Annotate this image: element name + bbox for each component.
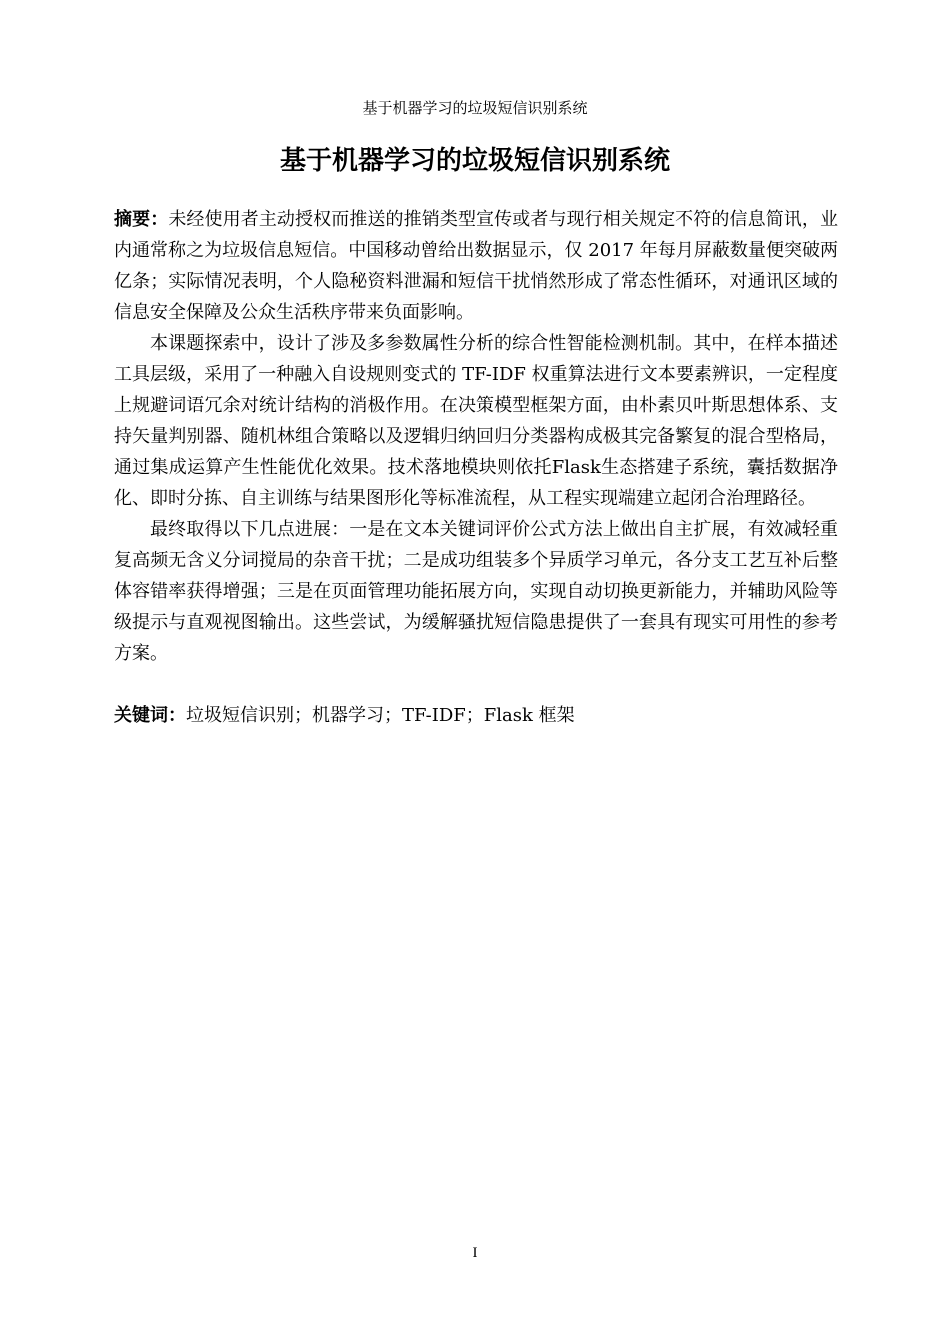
keywords-label: 关键词： (114, 705, 186, 726)
document-title: 基于机器学习的垃圾短信识别系统 (279, 146, 670, 176)
abstract-paragraph-1-text: 未经使用者主动授权而推送的推销类型宣传或者与现行相关规定不符的信息简讯，业内通常称之为垃圾信息短信。中国移动曾给出数据显示，仅 2017 年每月屏蔽数量便突破两亿条；实际情况表明，个人隐秘资料泄漏和短信干扰悄然形成了常态性循环，对通讯区域的信息安全保障及公众生活秩序带来负面影响。 (114, 209, 839, 323)
abstract-section (114, 204, 838, 731)
page-number: I (472, 1245, 478, 1261)
abstract-paragraph-3: 最终取得以下几点进展：一是在文本关键词评价公式方法上做出自主扩展，有效减轻重复高频无含义分词搅局的杂音干扰；二是成功组装多个异质学习单元，各分支工艺互补后整体容错率获得增强；三是在页面管理功能拓展方向，实现自动切换更新能力，并辅助风险等级提示与直观视图输出。这些尝试，为缓解骚扰短信隐患提供了一套具有现实可用性的参考方案。 (114, 519, 838, 664)
keywords-text: 垃圾短信识别；机器学习；TF-IDF；Flask 框架 (186, 705, 575, 726)
keywords-line (114, 700, 838, 731)
running-header: 基于机器学习的垃圾短信识别系统 (362, 99, 588, 117)
abstract-paragraph-2: 本课题探索中，设计了涉及多参数属性分析的综合性智能检测机制。其中，在样本描述工具层级，采用了一种融入自设规则变式的 TF-IDF 权重算法进行文本要素辨识，一定程度上规避词语冗余对统计结构的消极作用。在决策模型框架方面，由朴素贝叶斯思想体系、支持矢量判别器、随机林组合策略以及逻辑归纳回归分类器构成极其完备繁复的混合型格局，通过集成运算产生性能优化效果。技术落地模块则依托Flask生态搭建子系统，囊括数据净化、即时分拣、自主训练与结果图形化等标准流程，从工程实现端建立起闭合治理路径。 (114, 333, 838, 509)
abstract-label: 摘要： (114, 209, 169, 230)
abstract-paragraph-1 (114, 204, 838, 328)
